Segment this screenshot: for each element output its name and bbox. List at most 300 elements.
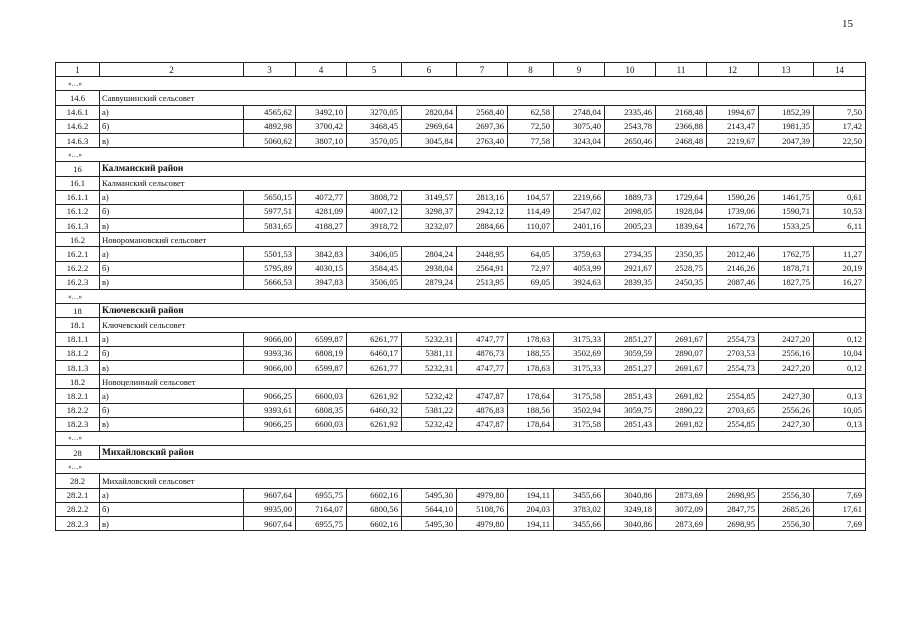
value-cell: 2448,95 (457, 247, 508, 261)
row-code: 16.1.3 (56, 219, 100, 233)
ellipsis-marker: «…» (56, 431, 866, 445)
value-cell: 2884,66 (457, 219, 508, 233)
value-cell: 9393,36 (244, 346, 296, 360)
row-code: 18.1.1 (56, 332, 100, 346)
table-row (56, 105, 866, 119)
row-code: 18.2.3 (56, 417, 100, 431)
row-label: в) (100, 275, 244, 289)
table-row (56, 517, 866, 531)
row-code: 18.1 (56, 318, 100, 332)
value-cell: 2873,69 (656, 488, 707, 502)
value-cell: 1672,76 (707, 219, 759, 233)
value-cell: 3455,66 (554, 517, 605, 531)
row-code: 16.2 (56, 233, 100, 247)
value-cell: 0,13 (814, 389, 866, 403)
value-cell: 2098,05 (605, 204, 656, 218)
value-cell: 6261,92 (347, 389, 402, 403)
value-cell: 1994,67 (707, 105, 759, 119)
row-label: в) (100, 219, 244, 233)
value-cell: 194,11 (508, 517, 554, 531)
value-cell: 6600,03 (296, 389, 347, 403)
value-cell: 1729,64 (656, 190, 707, 204)
ellipsis-row (56, 290, 866, 304)
table-row (56, 403, 866, 417)
value-cell: 5381,22 (402, 403, 457, 417)
ellipsis-row (56, 148, 866, 162)
value-cell: 5232,31 (402, 332, 457, 346)
value-cell: 4072,77 (296, 190, 347, 204)
settlement-name: Ключевский сельсовет (100, 318, 866, 332)
value-cell: 3570,05 (347, 133, 402, 147)
value-cell: 1533,25 (759, 219, 814, 233)
value-cell: 2703,65 (707, 403, 759, 417)
value-cell: 0,61 (814, 190, 866, 204)
value-cell: 2804,24 (402, 247, 457, 261)
value-cell: 3059,59 (605, 346, 656, 360)
value-cell: 6460,32 (347, 403, 402, 417)
column-header: 7 (457, 63, 508, 77)
value-cell: 2427,20 (759, 332, 814, 346)
row-code: 28.2.2 (56, 502, 100, 516)
value-cell: 6800,56 (347, 502, 402, 516)
value-cell: 6460,17 (347, 346, 402, 360)
column-header: 3 (244, 63, 296, 77)
value-cell: 11,27 (814, 247, 866, 261)
value-cell: 114,49 (508, 204, 554, 218)
value-cell: 2691,82 (656, 389, 707, 403)
value-cell: 22,50 (814, 133, 866, 147)
row-code: 14.6 (56, 91, 100, 105)
table-row (56, 247, 866, 261)
settlement-name: Михайловский сельсовет (100, 474, 866, 488)
table-row (56, 417, 866, 431)
value-cell: 3808,72 (347, 190, 402, 204)
value-cell: 3270,05 (347, 105, 402, 119)
value-cell: 3584,45 (347, 261, 402, 275)
row-code: 14.6.1 (56, 105, 100, 119)
value-cell: 1878,71 (759, 261, 814, 275)
value-cell: 1928,04 (656, 204, 707, 218)
value-cell: 3045,84 (402, 133, 457, 147)
table-row (56, 204, 866, 218)
value-cell: 2703,53 (707, 346, 759, 360)
column-header: 2 (100, 63, 244, 77)
ellipsis-marker: «…» (56, 77, 866, 91)
value-cell: 5232,42 (402, 389, 457, 403)
value-cell: 77,58 (508, 133, 554, 147)
value-cell: 3149,57 (402, 190, 457, 204)
table-body (56, 63, 866, 531)
ellipsis-marker: «…» (56, 460, 866, 474)
value-cell: 6261,92 (347, 417, 402, 431)
value-cell: 9066,00 (244, 332, 296, 346)
value-cell: 2468,48 (656, 133, 707, 147)
value-cell: 2938,04 (402, 261, 457, 275)
value-cell: 110,07 (508, 219, 554, 233)
value-cell: 2143,47 (707, 119, 759, 133)
district-name: Ключевский район (100, 304, 866, 318)
row-label: б) (100, 261, 244, 275)
row-code: 28.2.1 (56, 488, 100, 502)
value-cell: 178,64 (508, 389, 554, 403)
value-cell: 6261,77 (347, 332, 402, 346)
value-cell: 5495,30 (402, 517, 457, 531)
value-cell: 2543,78 (605, 119, 656, 133)
column-header: 8 (508, 63, 554, 77)
value-cell: 6599,87 (296, 332, 347, 346)
value-cell: 2650,46 (605, 133, 656, 147)
value-cell: 5977,51 (244, 204, 296, 218)
row-label: б) (100, 119, 244, 133)
value-cell: 5381,11 (402, 346, 457, 360)
value-cell: 3468,45 (347, 119, 402, 133)
value-cell: 3807,10 (296, 133, 347, 147)
value-cell: 188,55 (508, 346, 554, 360)
value-cell: 2942,12 (457, 204, 508, 218)
value-cell: 2554,85 (707, 389, 759, 403)
row-label: а) (100, 332, 244, 346)
table-row (56, 360, 866, 374)
value-cell: 3249,18 (605, 502, 656, 516)
row-code: 16.1.2 (56, 204, 100, 218)
ellipsis-row (56, 431, 866, 445)
row-code: 28 (56, 446, 100, 460)
value-cell: 2547,02 (554, 204, 605, 218)
value-cell: 3175,33 (554, 360, 605, 374)
value-cell: 4979,80 (457, 488, 508, 502)
row-label: а) (100, 190, 244, 204)
value-cell: 3059,75 (605, 403, 656, 417)
column-header: 4 (296, 63, 347, 77)
section-row (56, 176, 866, 190)
value-cell: 2847,75 (707, 502, 759, 516)
value-cell: 1827,75 (759, 275, 814, 289)
value-cell: 3947,83 (296, 275, 347, 289)
value-cell: 4747,77 (457, 360, 508, 374)
value-cell: 2763,40 (457, 133, 508, 147)
table-row (56, 133, 866, 147)
row-label: а) (100, 105, 244, 119)
value-cell: 2697,36 (457, 119, 508, 133)
row-label: а) (100, 488, 244, 502)
value-cell: 2691,67 (656, 360, 707, 374)
value-cell: 188,56 (508, 403, 554, 417)
value-cell: 2851,43 (605, 417, 656, 431)
value-cell: 1852,39 (759, 105, 814, 119)
district-row (56, 446, 866, 460)
value-cell: 2748,04 (554, 105, 605, 119)
section-row (56, 474, 866, 488)
column-header: 14 (814, 63, 866, 77)
value-cell: 194,11 (508, 488, 554, 502)
value-cell: 6808,35 (296, 403, 347, 417)
value-cell: 3040,86 (605, 488, 656, 502)
value-cell: 1889,73 (605, 190, 656, 204)
value-cell: 1762,75 (759, 247, 814, 261)
value-cell: 5232,42 (402, 417, 457, 431)
value-cell: 178,63 (508, 360, 554, 374)
value-cell: 3175,33 (554, 332, 605, 346)
settlement-name: Саввушинский сельсовет (100, 91, 866, 105)
value-cell: 5495,30 (402, 488, 457, 502)
column-header: 9 (554, 63, 605, 77)
row-code: 16.1.1 (56, 190, 100, 204)
row-label: а) (100, 389, 244, 403)
value-cell: 1839,64 (656, 219, 707, 233)
value-cell: 7,69 (814, 517, 866, 531)
value-cell: 5666,53 (244, 275, 296, 289)
value-cell: 5795,89 (244, 261, 296, 275)
value-cell: 3842,83 (296, 247, 347, 261)
value-cell: 4892,98 (244, 119, 296, 133)
value-cell: 10,04 (814, 346, 866, 360)
section-row (56, 318, 866, 332)
row-code: 16.1 (56, 176, 100, 190)
value-cell: 9607,64 (244, 488, 296, 502)
value-cell: 2921,67 (605, 261, 656, 275)
value-cell: 2146,26 (707, 261, 759, 275)
value-cell: 2087,46 (707, 275, 759, 289)
value-cell: 104,57 (508, 190, 554, 204)
value-cell: 3232,07 (402, 219, 457, 233)
settlement-name: Калманский сельсовет (100, 176, 866, 190)
value-cell: 3406,05 (347, 247, 402, 261)
value-cell: 2219,66 (554, 190, 605, 204)
value-cell: 4747,87 (457, 417, 508, 431)
value-cell: 20,19 (814, 261, 866, 275)
value-cell: 1590,71 (759, 204, 814, 218)
value-cell: 10,05 (814, 403, 866, 417)
value-cell: 204,03 (508, 502, 554, 516)
district-row (56, 304, 866, 318)
value-cell: 17,42 (814, 119, 866, 133)
value-cell: 2012,46 (707, 247, 759, 261)
value-cell: 4565,62 (244, 105, 296, 119)
row-label: б) (100, 204, 244, 218)
row-label: б) (100, 346, 244, 360)
row-code: 14.6.2 (56, 119, 100, 133)
value-cell: 9066,25 (244, 389, 296, 403)
value-cell: 5232,31 (402, 360, 457, 374)
table-row (56, 219, 866, 233)
value-cell: 4747,87 (457, 389, 508, 403)
value-cell: 3243,04 (554, 133, 605, 147)
district-row (56, 162, 866, 176)
value-cell: 2554,73 (707, 360, 759, 374)
value-cell: 2698,95 (707, 488, 759, 502)
value-cell: 5060,62 (244, 133, 296, 147)
value-cell: 2839,35 (605, 275, 656, 289)
ellipsis-marker: «…» (56, 148, 866, 162)
value-cell: 5650,15 (244, 190, 296, 204)
settlement-name: Новоцелинный сельсовет (100, 375, 866, 389)
row-code: 28.2 (56, 474, 100, 488)
value-cell: 2851,43 (605, 389, 656, 403)
section-row (56, 375, 866, 389)
value-cell: 6808,19 (296, 346, 347, 360)
value-cell: 2556,30 (759, 488, 814, 502)
value-cell: 7164,07 (296, 502, 347, 516)
value-cell: 2554,73 (707, 332, 759, 346)
value-cell: 2556,26 (759, 403, 814, 417)
row-code: 16.2.2 (56, 261, 100, 275)
row-code: 18.1.2 (56, 346, 100, 360)
table-row (56, 346, 866, 360)
table-row (56, 275, 866, 289)
value-cell: 178,63 (508, 332, 554, 346)
value-cell: 9393,61 (244, 403, 296, 417)
value-cell: 2047,39 (759, 133, 814, 147)
ellipsis-marker: «…» (56, 290, 866, 304)
ellipsis-row (56, 460, 866, 474)
value-cell: 2556,30 (759, 517, 814, 531)
column-header: 5 (347, 63, 402, 77)
settlement-name: Новоромановский сельсовет (100, 233, 866, 247)
value-cell: 2564,91 (457, 261, 508, 275)
row-code: 18.2.2 (56, 403, 100, 417)
value-cell: 2873,69 (656, 517, 707, 531)
value-cell: 2734,35 (605, 247, 656, 261)
value-cell: 4281,09 (296, 204, 347, 218)
section-row (56, 91, 866, 105)
value-cell: 4188,27 (296, 219, 347, 233)
value-cell: 1981,35 (759, 119, 814, 133)
district-name: Калманский район (100, 162, 866, 176)
value-cell: 2401,16 (554, 219, 605, 233)
value-cell: 2969,64 (402, 119, 457, 133)
value-cell: 4876,83 (457, 403, 508, 417)
value-cell: 3506,05 (347, 275, 402, 289)
value-cell: 3455,66 (554, 488, 605, 502)
value-cell: 9935,00 (244, 502, 296, 516)
value-cell: 2698,95 (707, 517, 759, 531)
value-cell: 3783,02 (554, 502, 605, 516)
value-cell: 2219,67 (707, 133, 759, 147)
value-cell: 2554,85 (707, 417, 759, 431)
value-cell: 5644,10 (402, 502, 457, 516)
value-cell: 5831,65 (244, 219, 296, 233)
row-label: б) (100, 403, 244, 417)
value-cell: 2568,40 (457, 105, 508, 119)
value-cell: 3040,86 (605, 517, 656, 531)
value-cell: 4979,80 (457, 517, 508, 531)
value-cell: 4053,99 (554, 261, 605, 275)
ellipsis-row (56, 77, 866, 91)
value-cell: 2851,27 (605, 332, 656, 346)
value-cell: 69,05 (508, 275, 554, 289)
row-code: 16 (56, 162, 100, 176)
column-header: 12 (707, 63, 759, 77)
value-cell: 4747,77 (457, 332, 508, 346)
value-cell: 2879,24 (402, 275, 457, 289)
value-cell: 62,58 (508, 105, 554, 119)
table-row (56, 190, 866, 204)
value-cell: 6599,87 (296, 360, 347, 374)
table-row (56, 488, 866, 502)
value-cell: 2685,26 (759, 502, 814, 516)
row-code: 18 (56, 304, 100, 318)
table-row (56, 502, 866, 516)
value-cell: 6955,75 (296, 488, 347, 502)
table-row (56, 332, 866, 346)
value-cell: 2335,46 (605, 105, 656, 119)
value-cell: 6955,75 (296, 517, 347, 531)
value-cell: 2366,88 (656, 119, 707, 133)
value-cell: 4007,12 (347, 204, 402, 218)
value-cell: 17,61 (814, 502, 866, 516)
value-cell: 1739,06 (707, 204, 759, 218)
row-code: 16.2.3 (56, 275, 100, 289)
value-cell: 7,69 (814, 488, 866, 502)
value-cell: 2427,30 (759, 417, 814, 431)
row-code: 18.2.1 (56, 389, 100, 403)
header-row (56, 63, 866, 77)
value-cell: 9066,00 (244, 360, 296, 374)
value-cell: 3502,94 (554, 403, 605, 417)
section-row (56, 233, 866, 247)
value-cell: 3502,69 (554, 346, 605, 360)
column-header: 11 (656, 63, 707, 77)
row-label: б) (100, 502, 244, 516)
row-code: 18.2 (56, 375, 100, 389)
value-cell: 6602,16 (347, 517, 402, 531)
value-cell: 6600,03 (296, 417, 347, 431)
table-row (56, 261, 866, 275)
column-header: 6 (402, 63, 457, 77)
value-cell: 64,05 (508, 247, 554, 261)
column-header: 10 (605, 63, 656, 77)
value-cell: 2513,95 (457, 275, 508, 289)
row-label: а) (100, 247, 244, 261)
value-cell: 72,97 (508, 261, 554, 275)
value-cell: 0,13 (814, 417, 866, 431)
value-cell: 1590,26 (707, 190, 759, 204)
value-cell: 9066,25 (244, 417, 296, 431)
value-cell: 2691,67 (656, 332, 707, 346)
value-cell: 4030,15 (296, 261, 347, 275)
value-cell: 1461,75 (759, 190, 814, 204)
value-cell: 3700,42 (296, 119, 347, 133)
value-cell: 2427,20 (759, 360, 814, 374)
table-row (56, 389, 866, 403)
value-cell: 72,50 (508, 119, 554, 133)
value-cell: 2556,16 (759, 346, 814, 360)
table-row (56, 119, 866, 133)
value-cell: 3918,72 (347, 219, 402, 233)
value-cell: 3759,63 (554, 247, 605, 261)
value-cell: 5108,76 (457, 502, 508, 516)
value-cell: 4876,73 (457, 346, 508, 360)
value-cell: 2168,48 (656, 105, 707, 119)
value-cell: 3175,58 (554, 417, 605, 431)
value-cell: 2427,30 (759, 389, 814, 403)
value-cell: 5501,53 (244, 247, 296, 261)
value-cell: 2691,82 (656, 417, 707, 431)
value-cell: 2450,35 (656, 275, 707, 289)
value-cell: 3924,63 (554, 275, 605, 289)
value-cell: 6602,16 (347, 488, 402, 502)
row-label: в) (100, 133, 244, 147)
row-label: в) (100, 417, 244, 431)
row-code: 18.1.3 (56, 360, 100, 374)
value-cell: 10,53 (814, 204, 866, 218)
value-cell: 2005,23 (605, 219, 656, 233)
district-name: Михайловский район (100, 446, 866, 460)
value-cell: 3492,10 (296, 105, 347, 119)
row-label: в) (100, 517, 244, 531)
value-cell: 16,27 (814, 275, 866, 289)
value-cell: 2528,75 (656, 261, 707, 275)
